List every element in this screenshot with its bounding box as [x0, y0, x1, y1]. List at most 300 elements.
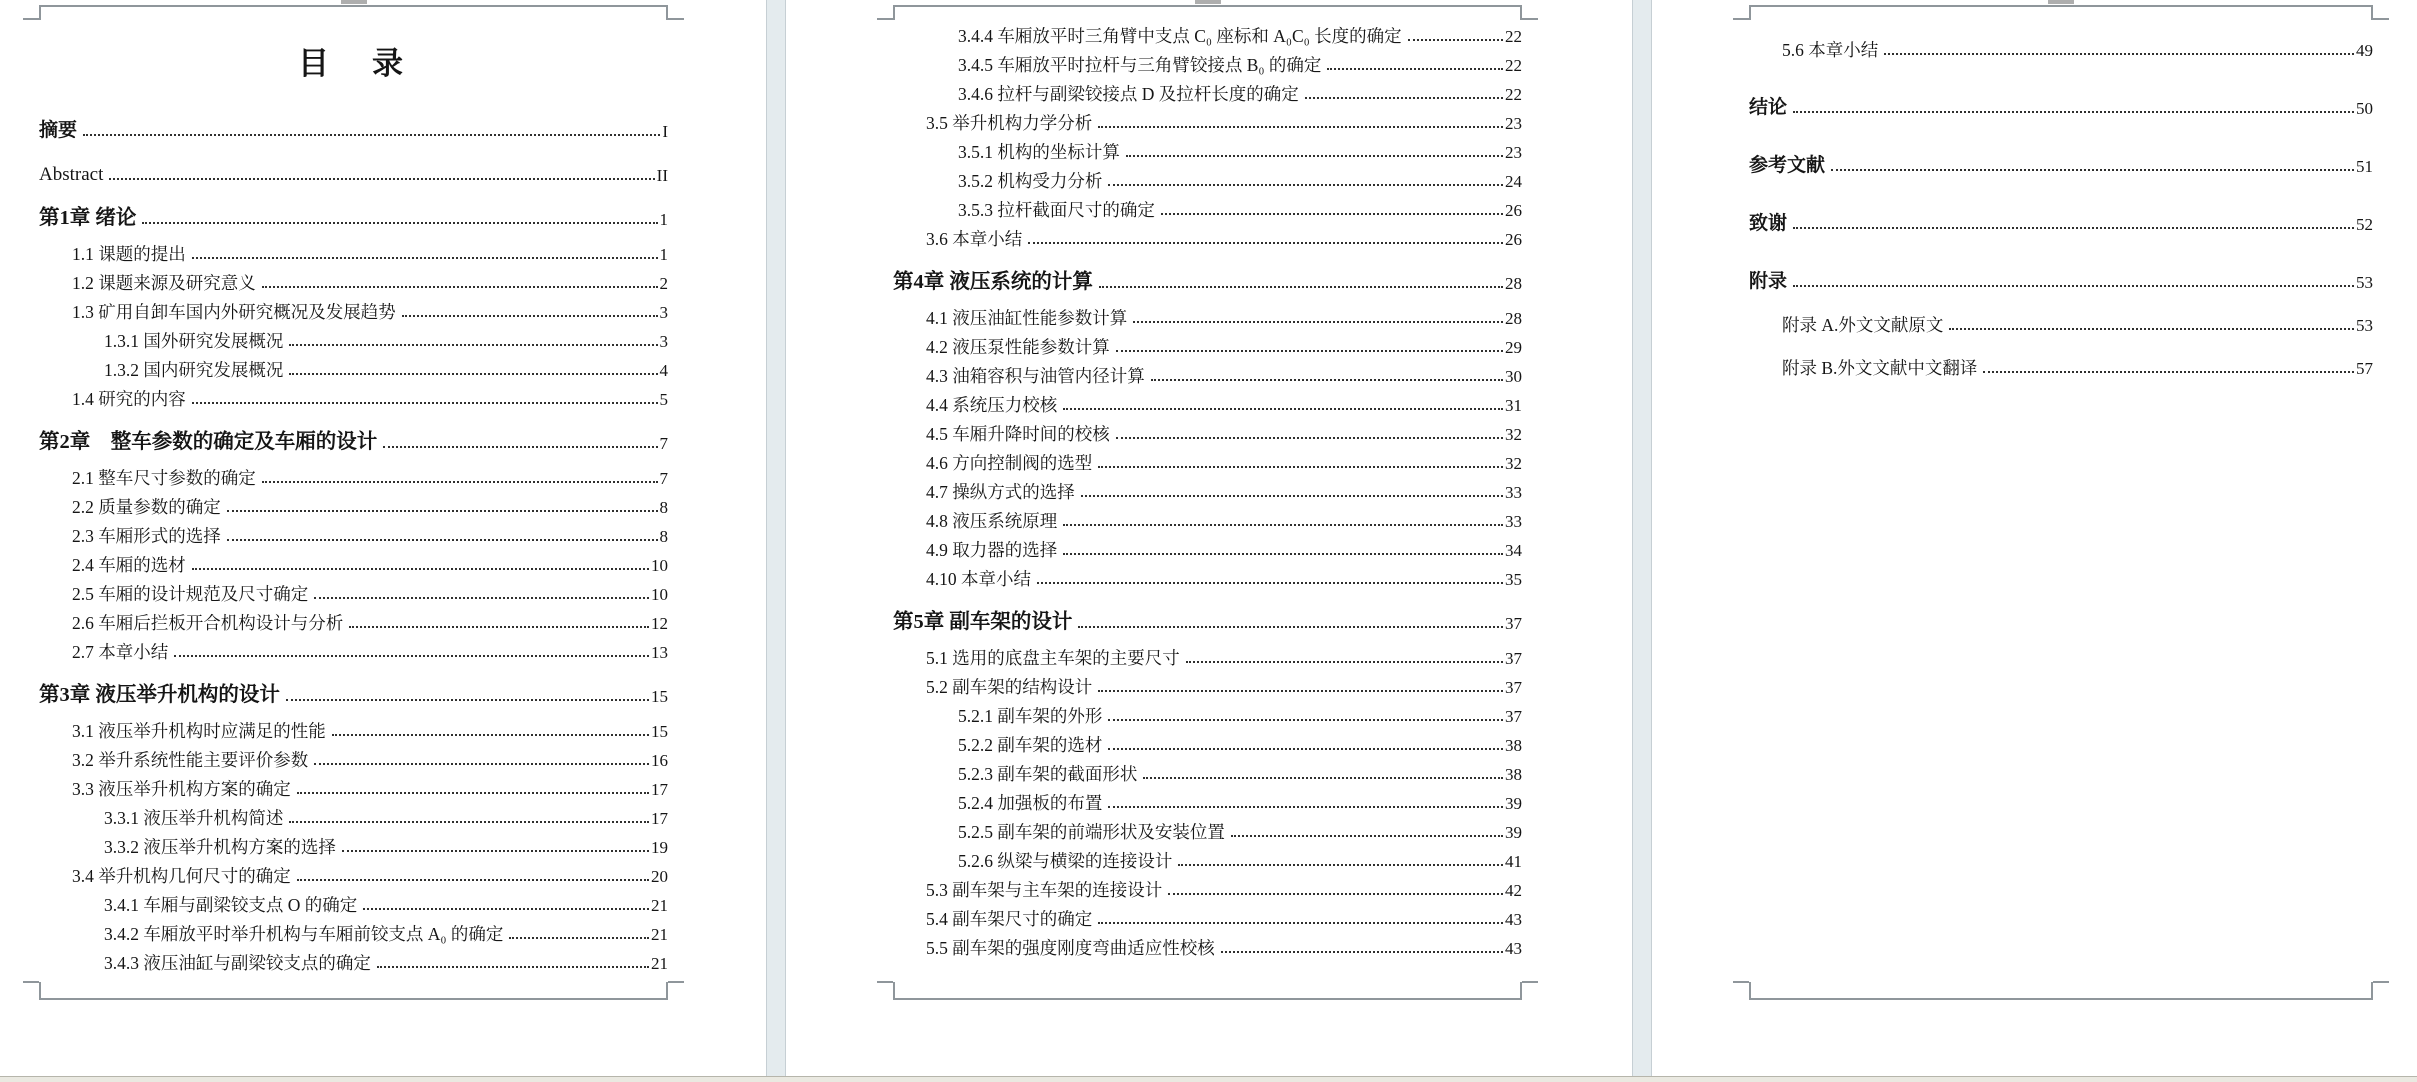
toc-page-content[interactable]	[893, 20, 1522, 961]
toc-entry-label: 3.4.2 车厢放平时举升机构与车厢前铰支点 A₀ 的确定	[104, 923, 504, 944]
dot-leader	[1108, 184, 1503, 186]
toc-entry-label: 3.4.3 液压油缸与副梁铰支点的确定	[104, 952, 371, 973]
clipped-previous-page-artifact	[1195, 0, 1221, 4]
toc-entry-page-number: 21	[651, 954, 668, 973]
toc-entry-label: 1.3.1 国外研究发展概况	[104, 330, 284, 351]
toc-entry-label: 5.2 副车架的结构设计	[926, 676, 1093, 697]
toc-entry[interactable]	[893, 534, 1522, 563]
text-boundary-mark	[39, 982, 41, 999]
dot-leader	[1168, 893, 1503, 895]
toc-entry[interactable]	[1749, 207, 2373, 237]
toc-entry[interactable]	[893, 165, 1522, 194]
toc-entry-label: 1.3 矿用自卸车国内外研究概况及发展趋势	[72, 301, 396, 322]
toc-entry-label: 3.5.1 机构的坐标计算	[958, 141, 1120, 162]
toc-entry-page-number: 42	[1505, 881, 1522, 900]
dot-leader	[262, 481, 658, 483]
toc-entry[interactable]	[893, 78, 1522, 107]
dot-leader	[1099, 286, 1503, 288]
toc-entry-label: 3.3 液压举升机构方案的确定	[72, 778, 291, 799]
toc-entry-label: 摘要	[39, 120, 78, 141]
dot-leader	[1793, 111, 2354, 113]
dot-leader	[109, 178, 654, 180]
toc-entry-page-number: 37	[1505, 649, 1522, 668]
toc-page-content[interactable]	[1749, 20, 2373, 381]
text-boundary-mark	[893, 998, 1522, 1000]
text-boundary-mark	[1749, 5, 2373, 7]
dot-leader	[1108, 719, 1503, 721]
toc-entry-page-number: 49	[2356, 41, 2373, 60]
dot-leader	[314, 597, 649, 599]
toc-entry-page-number: 5	[659, 390, 668, 409]
text-boundary-mark	[1522, 981, 1538, 983]
dot-leader	[1305, 97, 1503, 99]
toc-entry-page-number: 28	[1505, 274, 1522, 293]
toc-entry-label: 2.7 本章小结	[72, 641, 169, 662]
toc-entry[interactable]	[39, 200, 668, 232]
toc-entry-page-number: 33	[1505, 483, 1522, 502]
dot-leader	[1098, 690, 1503, 692]
dot-leader	[142, 222, 657, 224]
text-boundary-mark	[23, 981, 39, 983]
toc-entry-page-number: 8	[659, 527, 668, 546]
toc-entry[interactable]	[893, 331, 1522, 360]
toc-entry[interactable]	[39, 238, 668, 267]
toc-entry-label: 4.7 操纵方式的选择	[926, 481, 1075, 502]
toc-entry[interactable]	[893, 816, 1522, 845]
toc-entry[interactable]	[39, 383, 668, 412]
toc-entry-label: 第4章 液压系统的计算	[893, 270, 1093, 293]
dot-leader	[332, 734, 649, 736]
toc-entry-page-number: 38	[1505, 765, 1522, 784]
dot-leader	[1408, 39, 1503, 41]
toc-entry[interactable]	[893, 360, 1522, 389]
toc-entry-label: 4.5 车厢升降时间的校核	[926, 423, 1110, 444]
toc-entry-page-number: 37	[1505, 678, 1522, 697]
toc-entry-label: 5.2.3 副车架的截面形状	[958, 763, 1138, 784]
toc-title: 目 录	[298, 46, 409, 81]
dot-leader	[1037, 582, 1503, 584]
dot-leader	[1098, 922, 1503, 924]
toc-entry[interactable]	[39, 424, 668, 456]
toc-entry-page-number: 21	[651, 896, 668, 915]
toc-entry[interactable]	[39, 491, 668, 520]
toc-entry[interactable]	[893, 642, 1522, 671]
toc-entry[interactable]	[39, 549, 668, 578]
toc-entry-page-number: 53	[2356, 273, 2373, 292]
toc-entry-label: 3.4.5 车厢放平时拉杆与三角臂铰接点 B₀ 的确定	[958, 54, 1322, 75]
toc-entry-page-number: I	[662, 122, 668, 141]
page-3	[1652, 0, 2417, 1076]
toc-entry-page-number: 28	[1505, 309, 1522, 328]
toc-entry[interactable]	[1749, 149, 2373, 179]
toc-entry-label: 3.5 举升机构力学分析	[926, 112, 1093, 133]
toc-entry[interactable]	[893, 389, 1522, 418]
toc-entry-page-number: 32	[1505, 454, 1522, 473]
dot-leader	[402, 315, 658, 317]
toc-entry-page-number: 22	[1505, 85, 1522, 104]
toc-entry[interactable]	[893, 700, 1522, 729]
toc-entry[interactable]	[39, 114, 668, 144]
toc-entry[interactable]	[39, 947, 668, 976]
toc-entry-page-number: 30	[1505, 367, 1522, 386]
toc-entry-page-number: 53	[2356, 316, 2373, 335]
toc-entry[interactable]	[893, 223, 1522, 252]
toc-entry-label: 2.4 车厢的选材	[72, 554, 186, 575]
toc-entry-page-number: 41	[1505, 852, 1522, 871]
text-boundary-mark	[39, 5, 41, 20]
toc-entry[interactable]	[893, 845, 1522, 874]
text-boundary-mark	[668, 18, 684, 20]
toc-entry[interactable]	[39, 773, 668, 802]
toc-entry[interactable]	[39, 715, 668, 744]
toc-entry-label: 2.6 车厢后拦板开合机构设计与分析	[72, 612, 344, 633]
dot-leader	[1151, 379, 1503, 381]
toc-entry-label: 3.4.6 拉杆与副梁铰接点 D 及拉杆长度的确定	[958, 83, 1299, 104]
text-boundary-mark	[39, 5, 668, 7]
toc-entry-label: 3.4.4 车厢放平时三角臂中支点 C₀ 座标和 A₀C₀ 长度的确定	[958, 25, 1402, 46]
dot-leader	[383, 446, 657, 448]
dot-leader	[262, 286, 658, 288]
toc-entry-page-number: 35	[1505, 570, 1522, 589]
toc-entry-label: 3.3.2 液压举升机构方案的选择	[104, 836, 336, 857]
toc-entry-page-number: 51	[2356, 157, 2373, 176]
toc-entry[interactable]	[1749, 352, 2373, 381]
toc-entry[interactable]	[39, 578, 668, 607]
toc-entry-page-number: 26	[1505, 201, 1522, 220]
toc-entry[interactable]	[39, 325, 668, 354]
text-boundary-mark	[1520, 982, 1522, 999]
toc-entry-page-number: 29	[1505, 338, 1522, 357]
dot-leader	[509, 937, 649, 939]
dot-leader	[289, 821, 649, 823]
toc-entry-page-number: 38	[1505, 736, 1522, 755]
toc-entry-page-number: 37	[1505, 614, 1522, 633]
toc-entry-label: 5.2.5 副车架的前端形状及安装位置	[958, 821, 1225, 842]
toc-entry[interactable]	[893, 107, 1522, 136]
toc-entry-label: 5.3 副车架与主车架的连接设计	[926, 879, 1163, 900]
toc-entry[interactable]	[893, 418, 1522, 447]
page-2	[786, 0, 1632, 1076]
toc-entry-page-number: 23	[1505, 143, 1522, 162]
toc-entry[interactable]	[39, 520, 668, 549]
toc-entry-label: 3.6 本章小结	[926, 228, 1023, 249]
toc-entry-page-number: 12	[651, 614, 668, 633]
toc-entry[interactable]	[893, 505, 1522, 534]
toc-entry-label: 5.4 副车架尺寸的确定	[926, 908, 1093, 929]
toc-entry-label: Abstract	[39, 164, 104, 185]
toc-entry-page-number: 1	[659, 245, 668, 264]
dot-leader	[1078, 626, 1503, 628]
dot-leader	[314, 763, 649, 765]
dot-leader	[1116, 350, 1503, 352]
toc-entry-page-number: 4	[659, 361, 668, 380]
toc-entry[interactable]	[39, 918, 668, 947]
toc-entry-label: 5.2.1 副车架的外形	[958, 705, 1103, 726]
dot-leader	[1793, 285, 2354, 287]
toc-entry[interactable]	[39, 607, 668, 636]
toc-entry-label: 致谢	[1749, 213, 1788, 234]
toc-entry-page-number: 7	[659, 469, 668, 488]
toc-entry[interactable]	[893, 49, 1522, 78]
text-boundary-mark	[893, 5, 1522, 7]
toc-entry-label: 3.4.1 车厢与副梁铰支点 O 的确定	[104, 894, 358, 915]
toc-entry-label: 3.5.2 机构受力分析	[958, 170, 1103, 191]
toc-entry-label: 2.3 车厢形式的选择	[72, 525, 221, 546]
dot-leader	[1793, 227, 2354, 229]
dot-leader	[342, 850, 649, 852]
toc-entry-page-number: 23	[1505, 114, 1522, 133]
dot-leader	[227, 510, 658, 512]
toc-entry-label: 4.10 本章小结	[926, 568, 1031, 589]
toc-entry[interactable]	[39, 462, 668, 491]
toc-entry[interactable]	[39, 677, 668, 709]
viewport-bottom-strip	[0, 1076, 2417, 1082]
toc-entry[interactable]	[893, 758, 1522, 787]
toc-entry-page-number: 21	[651, 925, 668, 944]
toc-entry[interactable]	[39, 267, 668, 296]
toc-entry-page-number: 24	[1505, 172, 1522, 191]
clipped-previous-page-artifact	[341, 0, 367, 4]
toc-entry-page-number: 52	[2356, 215, 2373, 234]
toc-entry-page-number: 3	[659, 332, 668, 351]
dot-leader	[289, 344, 657, 346]
toc-entry-label: 5.5 副车架的强度刚度弯曲适应性校核	[926, 937, 1215, 958]
toc-entry-label: 附录 A.外文文献原文	[1782, 314, 1944, 335]
toc-entry[interactable]	[39, 354, 668, 383]
dot-leader	[377, 966, 649, 968]
toc-entry-label: 第1章 绪论	[39, 206, 137, 229]
toc-entry-label: 4.6 方向控制阀的选型	[926, 452, 1093, 473]
toc-entry[interactable]	[893, 932, 1522, 961]
dot-leader	[1884, 53, 2354, 55]
text-boundary-mark	[2373, 981, 2389, 983]
dot-leader	[192, 257, 658, 259]
dot-leader	[192, 402, 658, 404]
text-boundary-mark	[2371, 982, 2373, 999]
toc-entry-label: 1.2 课题来源及研究意义	[72, 272, 256, 293]
dot-leader	[192, 568, 649, 570]
toc-entry[interactable]	[39, 831, 668, 860]
toc-entry[interactable]	[893, 447, 1522, 476]
toc-entry-page-number: 50	[2356, 99, 2373, 118]
toc-entry-page-number: 31	[1505, 396, 1522, 415]
dot-leader	[1108, 806, 1503, 808]
toc-entry-page-number: 15	[651, 722, 668, 741]
dot-leader	[1221, 951, 1503, 953]
text-boundary-mark	[39, 998, 668, 1000]
dot-leader	[1028, 242, 1503, 244]
toc-entry-label: 参考文献	[1749, 155, 1826, 176]
toc-entry-page-number: 16	[651, 751, 668, 770]
page-gap	[1632, 0, 1652, 1076]
toc-entry[interactable]	[893, 787, 1522, 816]
toc-entry-label: 2.5 车厢的设计规范及尺寸确定	[72, 583, 309, 604]
toc-entry[interactable]	[893, 264, 1522, 296]
text-boundary-mark	[877, 18, 893, 20]
dot-leader	[1063, 553, 1503, 555]
toc-entry-page-number: II	[656, 166, 668, 185]
toc-entry-label: 3.5.3 拉杆截面尺寸的确定	[958, 199, 1155, 220]
toc-entry-label: 4.2 液压泵性能参数计算	[926, 336, 1110, 357]
dot-leader	[227, 539, 658, 541]
toc-entry[interactable]	[1749, 265, 2373, 295]
dot-leader	[1186, 661, 1503, 663]
text-boundary-mark	[877, 981, 893, 983]
toc-entry-label: 结论	[1749, 97, 1788, 118]
text-boundary-mark	[1749, 5, 1751, 20]
toc-entry-label: 2.1 整车尺寸参数的确定	[72, 467, 256, 488]
toc-entry[interactable]	[1749, 34, 2373, 63]
text-boundary-mark	[1749, 982, 1751, 999]
toc-entry-label: 1.3.2 国内研究发展概况	[104, 359, 284, 380]
toc-entry-page-number: 10	[651, 556, 668, 575]
clipped-previous-page-artifact	[2048, 0, 2074, 4]
toc-entry-page-number: 43	[1505, 910, 1522, 929]
toc-entry[interactable]	[39, 889, 668, 918]
text-boundary-mark	[1522, 18, 1538, 20]
toc-entry-page-number: 34	[1505, 541, 1522, 560]
toc-entry[interactable]	[39, 744, 668, 773]
toc-entry[interactable]	[893, 604, 1522, 636]
toc-entry[interactable]	[1749, 309, 2373, 338]
toc-entry-label: 3.1 液压举升机构时应满足的性能	[72, 720, 326, 741]
toc-entry-label: 5.2.4 加强板的布置	[958, 792, 1103, 813]
dot-leader	[1178, 864, 1503, 866]
toc-entry[interactable]	[893, 903, 1522, 932]
dot-leader	[1126, 155, 1503, 157]
toc-entry[interactable]	[39, 158, 668, 188]
dot-leader	[1327, 68, 1503, 70]
dot-leader	[297, 879, 649, 881]
toc-entry-page-number: 22	[1505, 56, 1522, 75]
toc-entry-label: 4.4 系统压力校核	[926, 394, 1058, 415]
dot-leader	[1081, 495, 1503, 497]
toc-entry[interactable]	[39, 296, 668, 325]
toc-entry-label: 3.3.1 液压举升机构简述	[104, 807, 284, 828]
dot-leader	[1063, 524, 1503, 526]
toc-entry[interactable]	[39, 636, 668, 665]
dot-leader	[289, 373, 657, 375]
toc-entry[interactable]	[893, 563, 1522, 592]
toc-entry[interactable]	[893, 20, 1522, 49]
toc-entry-page-number: 7	[659, 434, 668, 453]
toc-entry[interactable]	[893, 874, 1522, 903]
dot-leader	[83, 134, 660, 136]
page-1	[0, 0, 766, 1076]
toc-entry-label: 1.1 课题的提出	[72, 243, 186, 264]
dot-leader	[286, 699, 649, 701]
toc-entry-page-number: 22	[1505, 27, 1522, 46]
dot-leader	[363, 908, 649, 910]
toc-entry-label: 3.4 举升机构几何尺寸的确定	[72, 865, 291, 886]
toc-entry-label: 第5章 副车架的设计	[893, 610, 1073, 633]
toc-entry-label: 第3章 液压举升机构的设计	[39, 683, 280, 706]
toc-entry-page-number: 15	[651, 687, 668, 706]
dot-leader	[1161, 213, 1503, 215]
toc-entry[interactable]	[39, 860, 668, 889]
toc-entry-page-number: 2	[659, 274, 668, 293]
toc-entry[interactable]	[893, 194, 1522, 223]
toc-entry-page-number: 57	[2356, 359, 2373, 378]
text-boundary-mark	[23, 18, 39, 20]
toc-entry-page-number: 19	[651, 838, 668, 857]
toc-entry-page-number: 3	[659, 303, 668, 322]
toc-entry-page-number: 8	[659, 498, 668, 517]
toc-entry-label: 4.3 油箱容积与油管内径计算	[926, 365, 1145, 386]
toc-entry-label: 附录	[1749, 271, 1788, 292]
toc-entry-page-number: 17	[651, 809, 668, 828]
toc-page-content[interactable]	[39, 100, 668, 976]
toc-entry-label: 第2章 整车参数的确定及车厢的设计	[39, 430, 378, 453]
text-boundary-mark	[666, 982, 668, 999]
toc-entry[interactable]	[39, 802, 668, 831]
toc-entry-label: 5.1 选用的底盘主车架的主要尺寸	[926, 647, 1180, 668]
toc-entry-page-number: 26	[1505, 230, 1522, 249]
text-boundary-mark	[668, 981, 684, 983]
toc-entry-page-number: 17	[651, 780, 668, 799]
toc-entry[interactable]	[893, 671, 1522, 700]
toc-entry-label: 4.9 取力器的选择	[926, 539, 1058, 560]
text-boundary-mark	[1733, 981, 1749, 983]
text-boundary-mark	[893, 982, 895, 999]
toc-entry[interactable]	[1749, 91, 2373, 121]
text-boundary-mark	[1749, 998, 2373, 1000]
toc-entry[interactable]	[893, 302, 1522, 331]
dot-leader	[1983, 371, 2354, 373]
toc-entry-page-number: 10	[651, 585, 668, 604]
toc-entry-page-number: 39	[1505, 823, 1522, 842]
toc-entry[interactable]	[893, 476, 1522, 505]
toc-entry-label: 5.6 本章小结	[1782, 39, 1879, 60]
toc-entry-page-number: 32	[1505, 425, 1522, 444]
dot-leader	[1143, 777, 1503, 779]
toc-entry-page-number: 33	[1505, 512, 1522, 531]
dot-leader	[1098, 126, 1503, 128]
dot-leader	[1098, 466, 1503, 468]
toc-entry-page-number: 37	[1505, 707, 1522, 726]
dot-leader	[1949, 328, 2354, 330]
toc-entry-page-number: 1	[659, 210, 668, 229]
toc-entry-page-number: 43	[1505, 939, 1522, 958]
text-boundary-mark	[893, 5, 895, 20]
toc-entry-label: 5.2.2 副车架的选材	[958, 734, 1103, 755]
dot-leader	[297, 792, 649, 794]
dot-leader	[1108, 748, 1503, 750]
dot-leader	[349, 626, 649, 628]
dot-leader	[174, 655, 649, 657]
dot-leader	[1831, 169, 2354, 171]
toc-entry[interactable]	[893, 136, 1522, 165]
toc-entry[interactable]	[893, 729, 1522, 758]
dot-leader	[1231, 835, 1503, 837]
toc-entry-page-number: 13	[651, 643, 668, 662]
toc-entry-label: 1.4 研究的内容	[72, 388, 186, 409]
toc-entry-page-number: 39	[1505, 794, 1522, 813]
toc-entry-label: 3.2 举升系统性能主要评价参数	[72, 749, 309, 770]
toc-entry-label: 4.1 液压油缸性能参数计算	[926, 307, 1128, 328]
dot-leader	[1063, 408, 1503, 410]
toc-entry-label: 2.2 质量参数的确定	[72, 496, 221, 517]
text-boundary-mark	[2373, 18, 2389, 20]
toc-entry-label: 4.8 液压系统原理	[926, 510, 1058, 531]
page-gap	[766, 0, 786, 1076]
toc-entry-page-number: 20	[651, 867, 668, 886]
toc-entry-label: 5.2.6 纵梁与横梁的连接设计	[958, 850, 1173, 871]
text-boundary-mark	[1733, 18, 1749, 20]
dot-leader	[1116, 437, 1503, 439]
toc-entry-label: 附录 B.外文文献中文翻译	[1782, 357, 1978, 378]
dot-leader	[1133, 321, 1503, 323]
